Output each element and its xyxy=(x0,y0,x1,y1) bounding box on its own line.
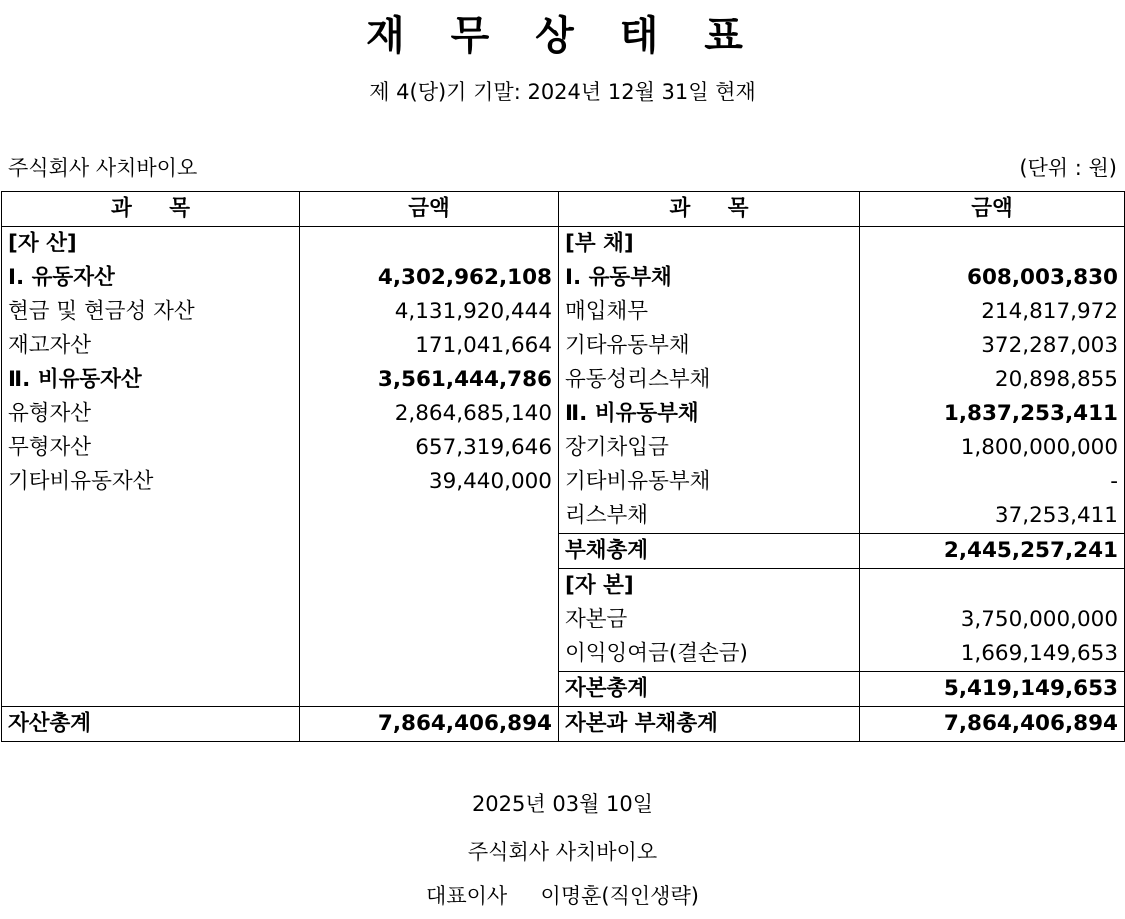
ceo-signature-line: 대표이사 이명훈(직인생략) xyxy=(426,884,699,908)
liability-item-amount: 37,253,411 xyxy=(860,499,1125,534)
table-row xyxy=(2,227,1125,262)
table-row xyxy=(2,672,1125,707)
liability-item-label: 유동성리스부채 xyxy=(559,363,860,397)
liabilities-section-label: [부 채] xyxy=(559,227,860,262)
table-row xyxy=(2,431,1125,465)
column-header-right-amount: 금액 xyxy=(860,192,1125,227)
asset-item-label: 무형자산 xyxy=(2,431,300,465)
column-header-right-item: 과 목 xyxy=(559,192,860,227)
liability-item-label: 장기차입금 xyxy=(559,431,860,465)
liability-item-amount: 372,287,003 xyxy=(860,329,1125,363)
liability-item-label: 기타비유동부채 xyxy=(559,465,860,499)
reporting-period: 제 4(당)기 기말: 2024년 12월 31일 현재 xyxy=(369,80,756,104)
equity-section-label: [자 본] xyxy=(559,569,860,604)
liability-item-label: 기타유동부채 xyxy=(559,329,860,363)
asset-item-amount: 171,041,664 xyxy=(300,329,559,363)
column-header-left-item: 과 목 xyxy=(2,192,300,227)
asset-item-amount: 657,319,646 xyxy=(300,431,559,465)
table-row xyxy=(2,603,1125,637)
total-equity-amount: 5,419,149,653 xyxy=(860,672,1125,707)
noncurrent-assets-label: Ⅱ. 비유동자산 xyxy=(2,363,300,397)
total-liabilities-amount: 2,445,257,241 xyxy=(860,534,1125,569)
table-row xyxy=(2,499,1125,534)
asset-item-label: 유형자산 xyxy=(2,397,300,431)
liability-item-label: 매입채무 xyxy=(559,295,860,329)
table-row xyxy=(2,295,1125,329)
table-row xyxy=(2,637,1125,672)
asset-item-amount: 39,440,000 xyxy=(300,465,559,499)
current-liabilities-label: Ⅰ. 유동부채 xyxy=(559,261,860,295)
current-assets-amount: 4,302,962,108 xyxy=(300,261,559,295)
total-assets-label: 자산총계 xyxy=(2,707,300,742)
current-liabilities-amount: 608,003,830 xyxy=(860,261,1125,295)
liability-item-amount: 214,817,972 xyxy=(860,295,1125,329)
column-header-left-amount: 금액 xyxy=(300,192,559,227)
grand-total-row xyxy=(2,707,1125,742)
signature-date: 2025년 03월 10일 xyxy=(471,792,654,816)
liability-item-amount: 20,898,855 xyxy=(860,363,1125,397)
table-row xyxy=(2,261,1125,295)
table-header-row xyxy=(2,192,1125,227)
currency-unit: (단위 : 원) xyxy=(1019,156,1117,180)
total-assets-amount: 7,864,406,894 xyxy=(300,707,559,742)
current-assets-label: Ⅰ. 유동자산 xyxy=(2,261,300,295)
asset-item-label: 기타비유동자산 xyxy=(2,465,300,499)
equity-item-amount: 1,669,149,653 xyxy=(860,637,1125,672)
table-row xyxy=(2,534,1125,569)
equity-item-label: 자본금 xyxy=(559,603,860,637)
liability-item-label: 리스부채 xyxy=(559,499,860,534)
document-title: 재 무 상 태 표 xyxy=(366,13,759,59)
table-row xyxy=(2,397,1125,431)
noncurrent-liabilities-amount: 1,837,253,411 xyxy=(860,397,1125,431)
company-name: 주식회사 사치바이오 xyxy=(8,156,198,180)
assets-section-label: [자 산] xyxy=(2,227,300,262)
table-row xyxy=(2,465,1125,499)
table-row xyxy=(2,569,1125,604)
asset-item-label: 재고자산 xyxy=(2,329,300,363)
total-liabilities-and-equity-amount: 7,864,406,894 xyxy=(860,707,1125,742)
noncurrent-liabilities-label: Ⅱ. 비유동부채 xyxy=(559,397,860,431)
asset-item-amount: 4,131,920,444 xyxy=(300,295,559,329)
footer-company-name: 주식회사 사치바이오 xyxy=(467,840,658,864)
table-row xyxy=(2,329,1125,363)
table-row xyxy=(2,363,1125,397)
asset-item-label: 현금 및 현금성 자산 xyxy=(2,295,300,329)
noncurrent-assets-amount: 3,561,444,786 xyxy=(300,363,559,397)
liability-item-amount: - xyxy=(860,465,1125,499)
total-liabilities-and-equity-label: 자본과 부채총계 xyxy=(559,707,860,742)
balance-sheet-table xyxy=(1,191,1125,742)
equity-item-label: 이익잉여금(결손금) xyxy=(559,637,860,672)
equity-item-amount: 3,750,000,000 xyxy=(860,603,1125,637)
asset-item-amount: 2,864,685,140 xyxy=(300,397,559,431)
total-liabilities-label: 부채총계 xyxy=(559,534,860,569)
total-equity-label: 자본총계 xyxy=(559,672,860,707)
liability-item-amount: 1,800,000,000 xyxy=(860,431,1125,465)
